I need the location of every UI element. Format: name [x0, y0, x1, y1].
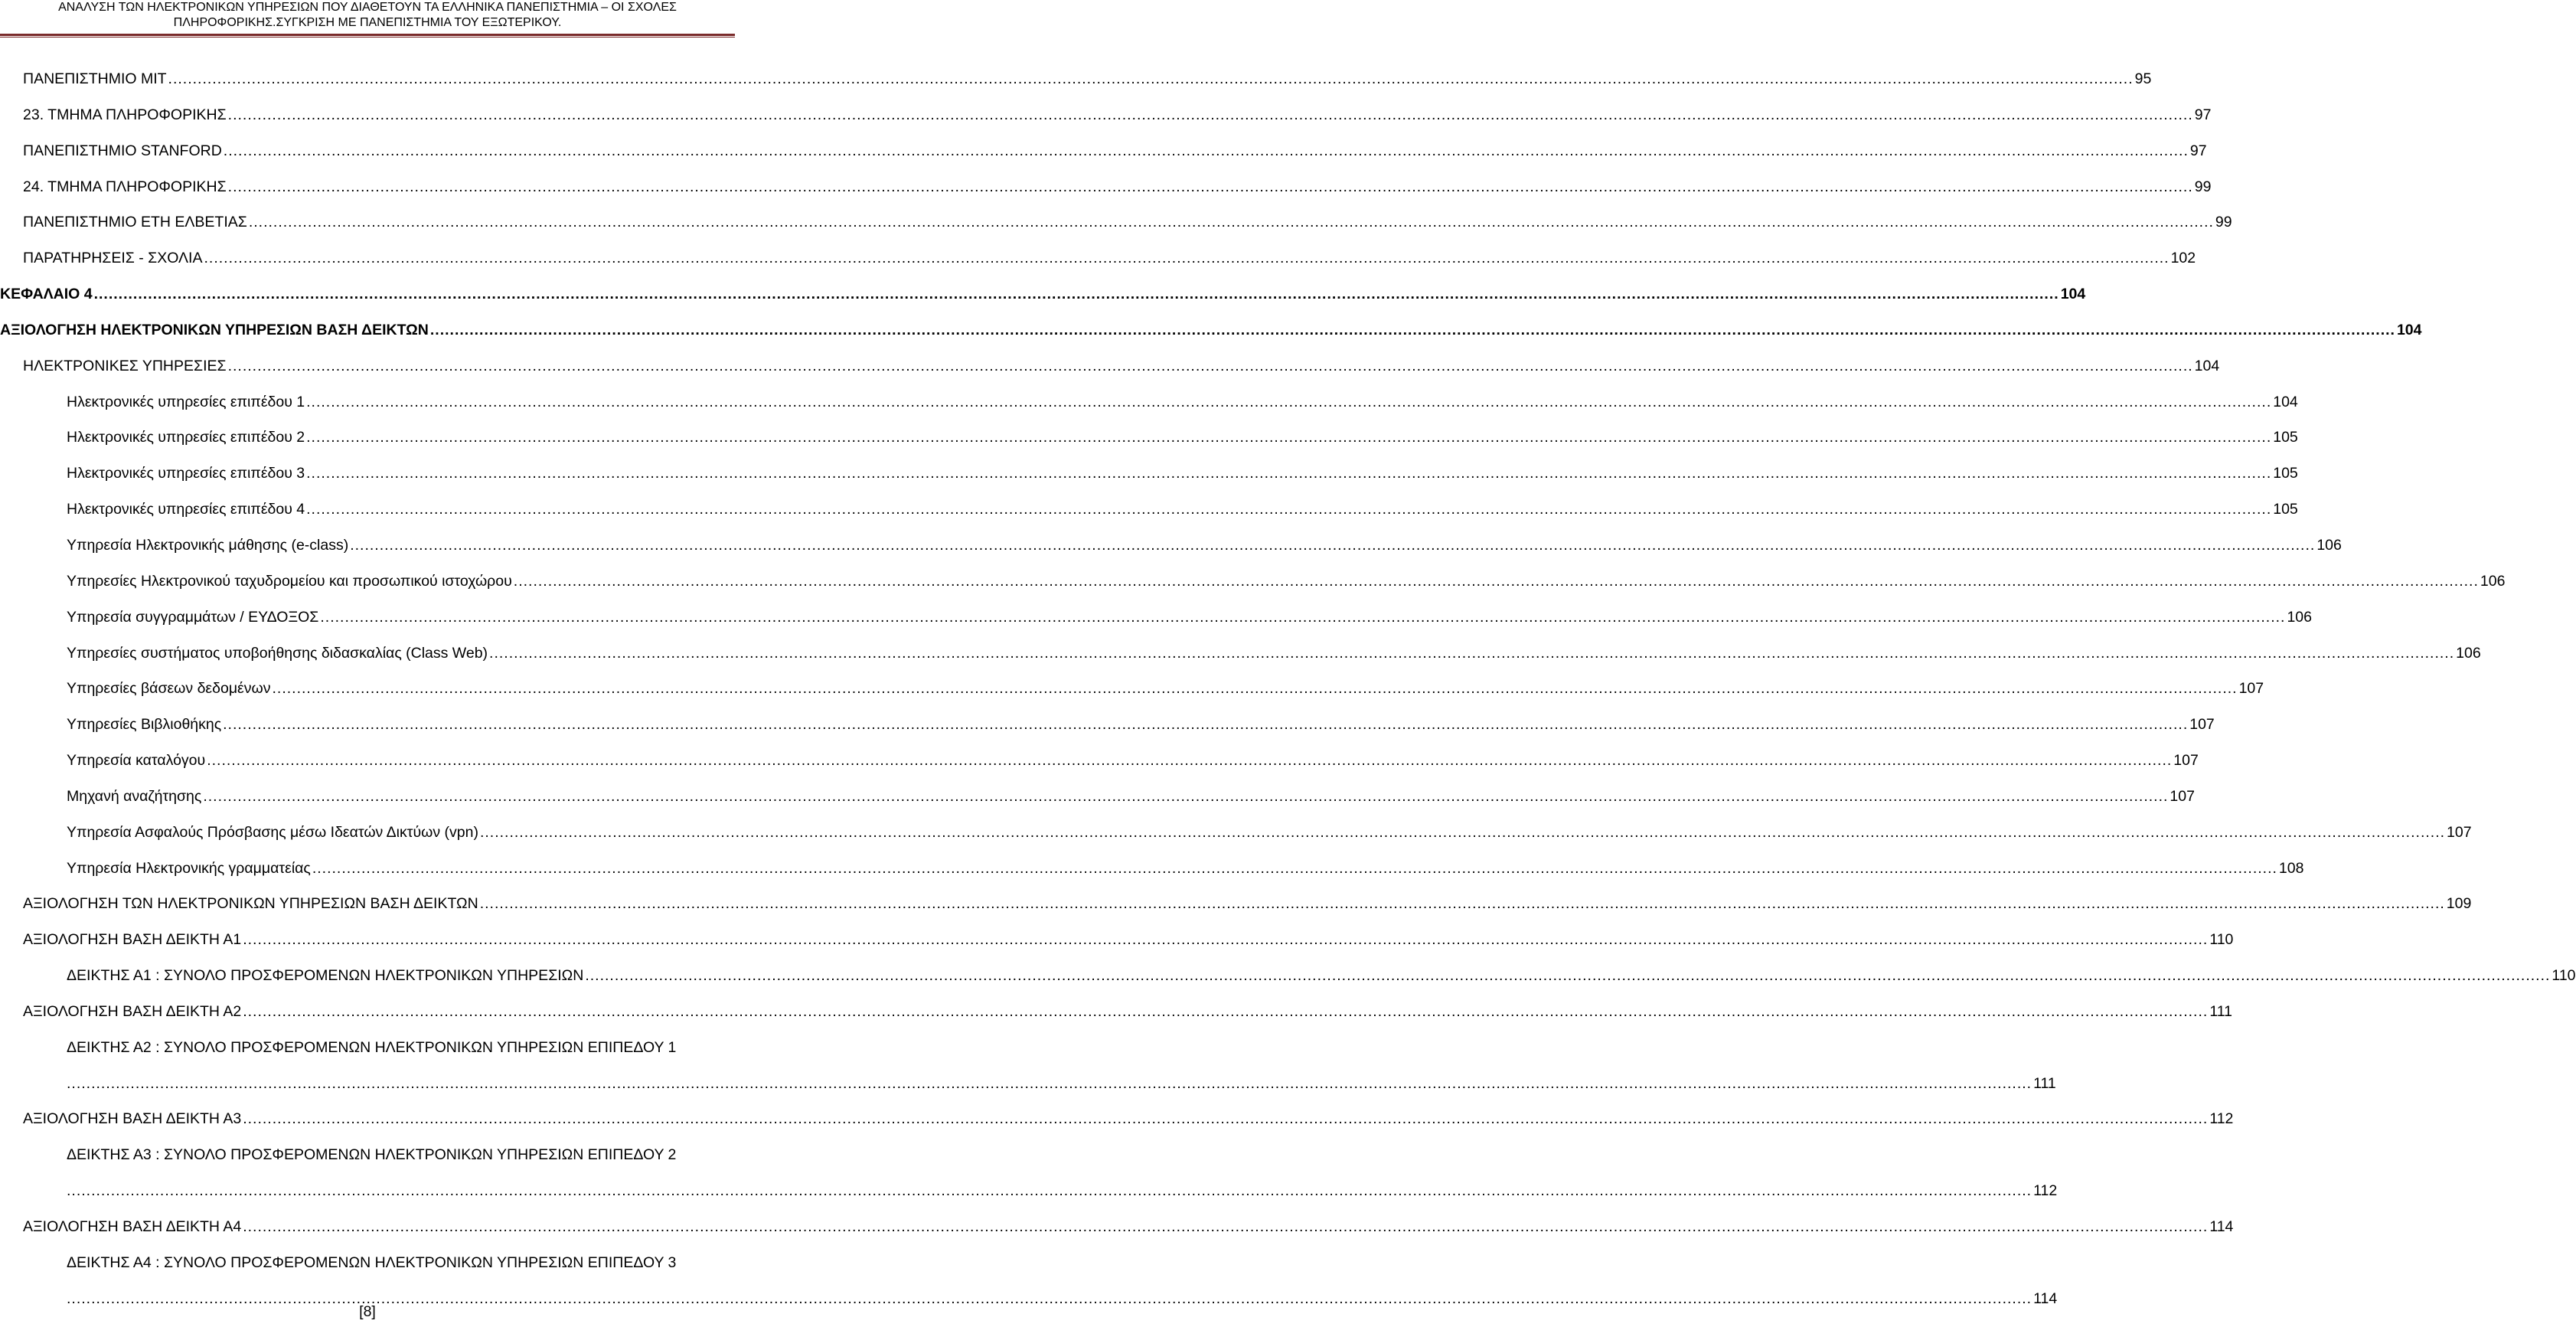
- toc-entry[interactable]: [0, 779, 2195, 815]
- toc-entry-page: 106: [2287, 608, 2312, 626]
- toc-entry[interactable]: [0, 636, 2481, 672]
- toc-entry-page: 104: [2194, 357, 2220, 374]
- toc-entry-title: Υπηρεσία Ηλεκτρονικής γραμματείας: [67, 859, 311, 877]
- toc-entry[interactable]: [0, 851, 2304, 887]
- toc-entry-title: ΗΛΕΚΤΡΟΝΙΚΕΣ ΥΠΗΡΕΣΙΕΣ: [23, 357, 227, 374]
- toc-entry-title: Υπηρεσίες Βιβλιοθήκης: [67, 716, 222, 734]
- toc-entry-page: 104: [2396, 321, 2422, 338]
- toc-leader-dots: ................................................................................................................................................................................................................................................................................................................................................................................................................: [227, 106, 2193, 123]
- toc-leader-dots: ................................................................................................................................................................................................................................................................................................................................................................................................................: [429, 321, 2395, 338]
- toc-leader-dots: ................................................................................................................................................................................................................................................................................................................................................................................................................: [227, 178, 2193, 195]
- toc-entry-page: 104: [2060, 286, 2086, 303]
- toc-entry-page: 112: [2209, 1110, 2234, 1128]
- toc-leader-dots: ................................................................................................................................................................................................................................................................................................................................................................................................................: [223, 142, 2189, 159]
- toc-entry-page: 106: [2456, 644, 2481, 662]
- toc-entry[interactable]: [0, 97, 2212, 133]
- toc-entry-title: ΑΞΙΟΛΟΓΗΣΗ ΤΩΝ ΗΛΕΚΤΡΟΝΙΚΩΝ ΥΠΗΡΕΣΙΩΝ ΒΑΣΗ ΔΕΙΚΤΩΝ: [23, 895, 478, 913]
- toc-leader-dots: ................................................................................................................................................................................................................................................................................................................................................................................................................: [306, 501, 2272, 518]
- toc-entry-title: 23. ΤΜΗΜΑ ΠΛΗΡΟΦΟΡΙΚΗΣ: [23, 106, 227, 123]
- toc-entry-page: 99: [2194, 178, 2212, 195]
- toc-entry-title: Υπηρεσία καταλόγου: [67, 752, 206, 770]
- toc-leader-dots: ................................................................................................................................................................................................................................................................................................................................................................................................................: [67, 1182, 2032, 1200]
- toc-leader-dots: ................................................................................................................................................................................................................................................................................................................................................................................................................: [67, 1074, 2032, 1092]
- toc-entry[interactable]: [0, 528, 2342, 564]
- toc-leader-dots: ................................................................................................................................................................................................................................................................................................................................................................................................................: [312, 859, 2277, 877]
- toc-entry-page: 107: [2189, 716, 2215, 734]
- toc-leader-dots: ................................................................................................................................................................................................................................................................................................................................................................................................................: [350, 536, 2316, 554]
- toc-leader-dots: ................................................................................................................................................................................................................................................................................................................................................................................................................: [489, 644, 2455, 662]
- toc-entry-page: 114: [2209, 1218, 2234, 1235]
- toc-leader-dots: ................................................................................................................................................................................................................................................................................................................................................................................................................: [479, 895, 2445, 913]
- header-line-2: ΠΛΗΡΟΦΟΡΙΚΗΣ.ΣΥΓΚΡΙΣΗ ΜΕ ΠΑΝΕΠΙΣΤΗΜΙΑ ΤΟΥ ΕΞΩΤΕΡΙΚΟΥ.: [173, 16, 562, 29]
- toc-entry[interactable]: [0, 133, 2207, 169]
- toc-entry[interactable]: [0, 1030, 2056, 1102]
- toc-leader-dots: ................................................................................................................................................................................................................................................................................................................................................................................................................: [479, 823, 2446, 841]
- toc-entry-title: Μηχανή αναζήτησης: [67, 787, 202, 805]
- toc-entry[interactable]: [0, 958, 2576, 994]
- toc-entry[interactable]: [0, 1209, 2234, 1245]
- toc-entry-title: Υπηρεσίες Ηλεκτρονικού ταχυδρομείου και προσωπικού ιστοχώρου: [67, 572, 512, 590]
- toc-entry-title: ΑΞΙΟΛΟΓΗΣΗ ΗΛΕΚΤΡΟΝΙΚΩΝ ΥΠΗΡΕΣΙΩΝ ΒΑΣΗ ΔΕΙΚΤΩΝ: [0, 321, 429, 338]
- toc-leader-dots: ................................................................................................................................................................................................................................................................................................................................................................................................................: [204, 250, 2170, 267]
- toc-entry[interactable]: [0, 671, 2264, 707]
- header-line-1: ΑΝΑΛΥΣΗ ΤΩΝ ΗΛΕΚΤΡΟΝΙΚΩΝ ΥΠΗΡΕΣΙΩΝ ΠΟΥ ΔΙΑΘΕΤΟΥΝ ΤΑ ΕΛΛΗΝΙΚΑ ΠΑΝΕΠΙΣΤΗΜΙΑ – ΟΙ ΣΧΟΛΕΣ: [58, 1, 677, 14]
- toc-entry-page: 109: [2446, 895, 2472, 913]
- running-header: [0, 0, 735, 31]
- toc-entry-title: Ηλεκτρονικές υπηρεσίες επιπέδου 4: [67, 501, 305, 518]
- toc-leader-dots: ................................................................................................................................................................................................................................................................................................................................................................................................................: [243, 1218, 2209, 1235]
- toc-entry-page: 105: [2273, 501, 2298, 518]
- toc-entry-title: Υπηρεσία Ασφαλούς Πρόσβασης μέσω Ιδεατών Δικτύων (vpn): [67, 823, 478, 841]
- toc-entry[interactable]: [0, 492, 2298, 528]
- toc-entry[interactable]: [0, 456, 2298, 492]
- toc-leader-dots: ................................................................................................................................................................................................................................................................................................................................................................................................................: [306, 393, 2272, 410]
- toc-leader-dots: ................................................................................................................................................................................................................................................................................................................................................................................................................: [320, 608, 2286, 626]
- toc-entry-title: Ηλεκτρονικές υπηρεσίες επιπέδου 1: [67, 393, 305, 410]
- toc-leader-dots: ................................................................................................................................................................................................................................................................................................................................................................................................................: [306, 429, 2272, 446]
- toc-entry[interactable]: [0, 240, 2196, 276]
- toc-leader-dots: ................................................................................................................................................................................................................................................................................................................................................................................................................: [306, 465, 2272, 482]
- toc-entry-page: 106: [2316, 536, 2342, 554]
- toc-entry[interactable]: [0, 707, 2215, 743]
- toc-entry-page: 112: [2033, 1182, 2058, 1200]
- toc-entry[interactable]: [0, 204, 2232, 240]
- toc-entry-page: 108: [2278, 859, 2304, 877]
- toc-entry[interactable]: [0, 312, 2422, 348]
- toc-entry-title: ΠΑΝΕΠΙΣΤΗΜΙΟ ΕΤΗ ΕΛΒΕΤΙΑΣ: [23, 214, 247, 231]
- toc-leader-dots: ................................................................................................................................................................................................................................................................................................................................................................................................................: [223, 716, 2189, 734]
- toc-entry[interactable]: [0, 564, 2506, 600]
- toc-leader-dots: ................................................................................................................................................................................................................................................................................................................................................................................................................: [243, 931, 2209, 949]
- toc-entry-title: Υπηρεσία συγγραμμάτων / ΕΥΔΟΞΟΣ: [67, 608, 319, 626]
- toc-leader-dots: ................................................................................................................................................................................................................................................................................................................................................................................................................: [248, 214, 2214, 231]
- toc-entry[interactable]: [0, 743, 2199, 779]
- toc-entry-page: 107: [2447, 823, 2472, 841]
- toc-entry-page: 107: [2170, 787, 2195, 805]
- toc-entry-page: 107: [2173, 752, 2199, 770]
- toc-leader-dots: ................................................................................................................................................................................................................................................................................................................................................................................................................: [272, 680, 2238, 698]
- toc-entry-page: 110: [2209, 931, 2234, 949]
- toc-entry-title: Υπηρεσία Ηλεκτρονικής μάθησης (e-class): [67, 536, 349, 554]
- toc-entry-title: Ηλεκτρονικές υπηρεσίες επιπέδου 3: [67, 465, 305, 482]
- toc-entry-title: ΔΕΙΚΤΗΣ Α4 : ΣΥΝΟΛΟ ΠΡΟΣΦΕΡΟΜΕΝΩΝ ΗΛΕΚΤΡΟΝΙΚΩΝ ΥΠΗΡΕΣΙΩΝ ΕΠΙΠΕΔΟΥ 3: [67, 1253, 677, 1271]
- toc-entry-page: 111: [2033, 1074, 2056, 1092]
- toc-entry-page: 105: [2273, 429, 2298, 446]
- toc-leader-dots: ................................................................................................................................................................................................................................................................................................................................................................................................................: [67, 1289, 2032, 1307]
- toc-entry-page: 97: [2194, 106, 2212, 123]
- toc-entry-page: 105: [2273, 465, 2298, 482]
- toc-entry-page: 110: [2552, 967, 2576, 985]
- page-number: [8]: [359, 1303, 376, 1320]
- toc-leader-dots: ................................................................................................................................................................................................................................................................................................................................................................................................................: [93, 286, 2059, 303]
- toc-entry-page: 102: [2170, 250, 2196, 267]
- toc-entry[interactable]: [0, 886, 2472, 922]
- toc-entry-title: Υπηρεσίες συστήματος υποβοήθησης διδασκαλίας (Class Web): [67, 644, 488, 662]
- toc-entry[interactable]: [0, 348, 2220, 384]
- toc-entry-title: ΑΞΙΟΛΟΓΗΣΗ ΒΑΣΗ ΔΕΙΚΤΗ Α1: [23, 931, 242, 949]
- toc-leader-dots: ................................................................................................................................................................................................................................................................................................................................................................................................................: [227, 357, 2193, 374]
- toc-entry[interactable]: [0, 384, 2298, 420]
- toc-leader-dots: ................................................................................................................................................................................................................................................................................................................................................................................................................: [243, 1110, 2209, 1128]
- toc-leader-dots: ................................................................................................................................................................................................................................................................................................................................................................................................................: [513, 572, 2479, 590]
- toc-entry[interactable]: [0, 276, 2086, 312]
- toc-entry[interactable]: [0, 815, 2472, 851]
- toc-entry-title: ΑΞΙΟΛΟΓΗΣΗ ΒΑΣΗ ΔΕΙΚΤΗ Α4: [23, 1218, 242, 1235]
- toc-leader-dots: ................................................................................................................................................................................................................................................................................................................................................................................................................: [207, 752, 2173, 770]
- toc-leader-dots: ................................................................................................................................................................................................................................................................................................................................................................................................................: [243, 1002, 2209, 1020]
- toc-entry-title: ΑΞΙΟΛΟΓΗΣΗ ΒΑΣΗ ΔΕΙΚΤΗ Α3: [23, 1110, 242, 1128]
- toc-entry[interactable]: [0, 994, 2232, 1030]
- toc-entry-title: ΑΞΙΟΛΟΓΗΣΗ ΒΑΣΗ ΔΕΙΚΤΗ Α2: [23, 1002, 242, 1020]
- header-rule-thin: [0, 37, 735, 38]
- toc-entry-title: Ηλεκτρονικές υπηρεσίες επιπέδου 2: [67, 429, 305, 446]
- toc-entry-title: Υπηρεσίες βάσεων δεδομένων: [67, 680, 271, 698]
- toc-entry[interactable]: [0, 1101, 2234, 1137]
- table-of-contents: [0, 61, 2576, 1317]
- toc-leader-dots: ................................................................................................................................................................................................................................................................................................................................................................................................................: [168, 70, 2134, 87]
- toc-entry-page: 99: [2215, 214, 2232, 231]
- toc-entry-page: 97: [2189, 142, 2207, 159]
- toc-entry[interactable]: [0, 420, 2298, 456]
- toc-entry-title: ΔΕΙΚΤΗΣ Α2 : ΣΥΝΟΛΟ ΠΡΟΣΦΕΡΟΜΕΝΩΝ ΗΛΕΚΤΡΟΝΙΚΩΝ ΥΠΗΡΕΣΙΩΝ ΕΠΙΠΕΔΟΥ 1: [67, 1038, 677, 1056]
- toc-entry-page: 107: [2238, 680, 2264, 698]
- toc-entry-title: ΠΑΝΕΠΙΣΤΗΜΙΟ MIT: [23, 70, 167, 87]
- toc-entry-title: ΠΑΝΕΠΙΣΤΗΜΙΟ STANFORD: [23, 142, 222, 159]
- toc-entry-page: 111: [2209, 1002, 2232, 1020]
- toc-entry-title: ΔΕΙΚΤΗΣ Α1 : ΣΥΝΟΛΟ ΠΡΟΣΦΕΡΟΜΕΝΩΝ ΗΛΕΚΤΡΟΝΙΚΩΝ ΥΠΗΡΕΣΙΩΝ: [67, 967, 584, 985]
- toc-entry-page: 104: [2273, 393, 2298, 410]
- toc-entry-title: ΔΕΙΚΤΗΣ Α3 : ΣΥΝΟΛΟ ΠΡΟΣΦΕΡΟΜΕΝΩΝ ΗΛΕΚΤΡΟΝΙΚΩΝ ΥΠΗΡΕΣΙΩΝ ΕΠΙΠΕΔΟΥ 2: [67, 1146, 677, 1164]
- toc-entry-page: 95: [2134, 70, 2152, 87]
- toc-entry-title: 24. ΤΜΗΜΑ ΠΛΗΡΟΦΟΡΙΚΗΣ: [23, 178, 227, 195]
- toc-entry[interactable]: [0, 1137, 2058, 1209]
- toc-entry-page: 106: [2480, 572, 2506, 590]
- toc-entry[interactable]: [0, 922, 2234, 958]
- toc-entry[interactable]: [0, 169, 2212, 205]
- toc-entry-page: 114: [2033, 1289, 2058, 1307]
- toc-entry[interactable]: [0, 61, 2152, 97]
- toc-leader-dots: ................................................................................................................................................................................................................................................................................................................................................................................................................: [203, 787, 2169, 805]
- toc-entry-title: ΠΑΡΑΤΗΡΗΣΕΙΣ - ΣΧΟΛΙΑ: [23, 250, 203, 267]
- toc-leader-dots: ................................................................................................................................................................................................................................................................................................................................................................................................................: [585, 967, 2551, 985]
- toc-entry-title: ΚΕΦΑΛΑΙΟ 4: [0, 286, 93, 303]
- toc-entry[interactable]: [0, 600, 2312, 636]
- header-rule-thick: [0, 34, 735, 36]
